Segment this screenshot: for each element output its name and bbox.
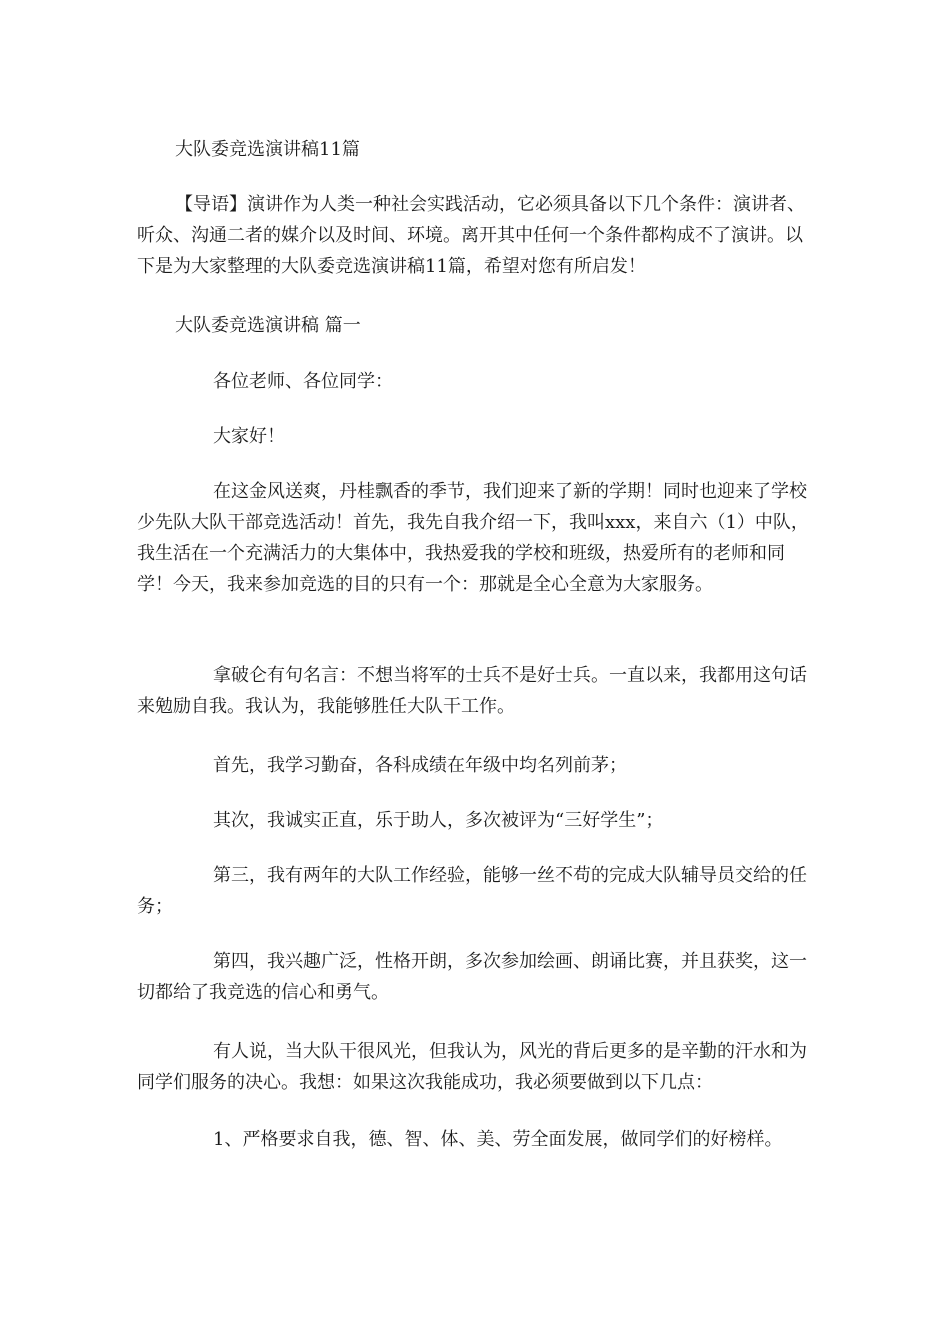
section-heading: 大队委竞选演讲稿 篇一 (175, 315, 361, 336)
hello-line: 大家好！ (213, 426, 285, 447)
body-paragraph-5: 第三，我有两年的大队工作经验，能够一丝不苟的完成大队辅导员交给的任务； (137, 865, 807, 917)
greeting-line: 各位老师、各位同学： (213, 371, 393, 392)
body-paragraph-3: 首先，我学习勤奋，各科成绩在年级中均名列前茅； (213, 755, 627, 776)
document-title: 大队委竞选演讲稿11篇 (175, 139, 360, 160)
intro-paragraph: 【导语】演讲作为人类一种社会实践活动，它必须具备以下几个条件：演讲者、听众、沟通二者的媒介以及时间、环境。离开其中任何一个条件都构成不了演讲。以下是为大家整理的大队委竞选演讲稿11篇，希望对您有所启发！ (137, 194, 805, 277)
body-paragraph-7: 有人说，当大队干很风光，但我认为，风光的背后更多的是辛勤的汗水和为同学们服务的决心。我想：如果这次我能成功，我必须要做到以下几点： (137, 1041, 807, 1093)
body-paragraph-2: 拿破仑有句名言：不想当将军的士兵不是好士兵。一直以来，我都用这句话来勉励自我。我认为，我能够胜任大队干工作。 (137, 665, 807, 717)
body-paragraph-6: 第四，我兴趣广泛，性格开朗，多次参加绘画、朗诵比赛，并且获奖，这一切都给了我竞选的信心和勇气。 (137, 951, 807, 1003)
body-paragraph-4: 其次，我诚实正直，乐于助人，多次被评为“三好学生”； (213, 810, 664, 831)
body-paragraph-8: 1、严格要求自我，德、智、体、美、劳全面发展，做同学们的好榜样。 (213, 1129, 783, 1150)
body-paragraph-1: 在这金风送爽，丹桂飘香的季节，我们迎来了新的学期！同时也迎来了学校少先队大队干部竞选活动！首先，我先自我介绍一下，我叫xxx，来自六（1）中队，我生活在一个充满活力的大集体中，我热爱我的学校和班级，热爱所有的老师和同学！今天，我来参加竞选的目的只有一个：那就是全心全意为大家服务。 (137, 481, 809, 595)
